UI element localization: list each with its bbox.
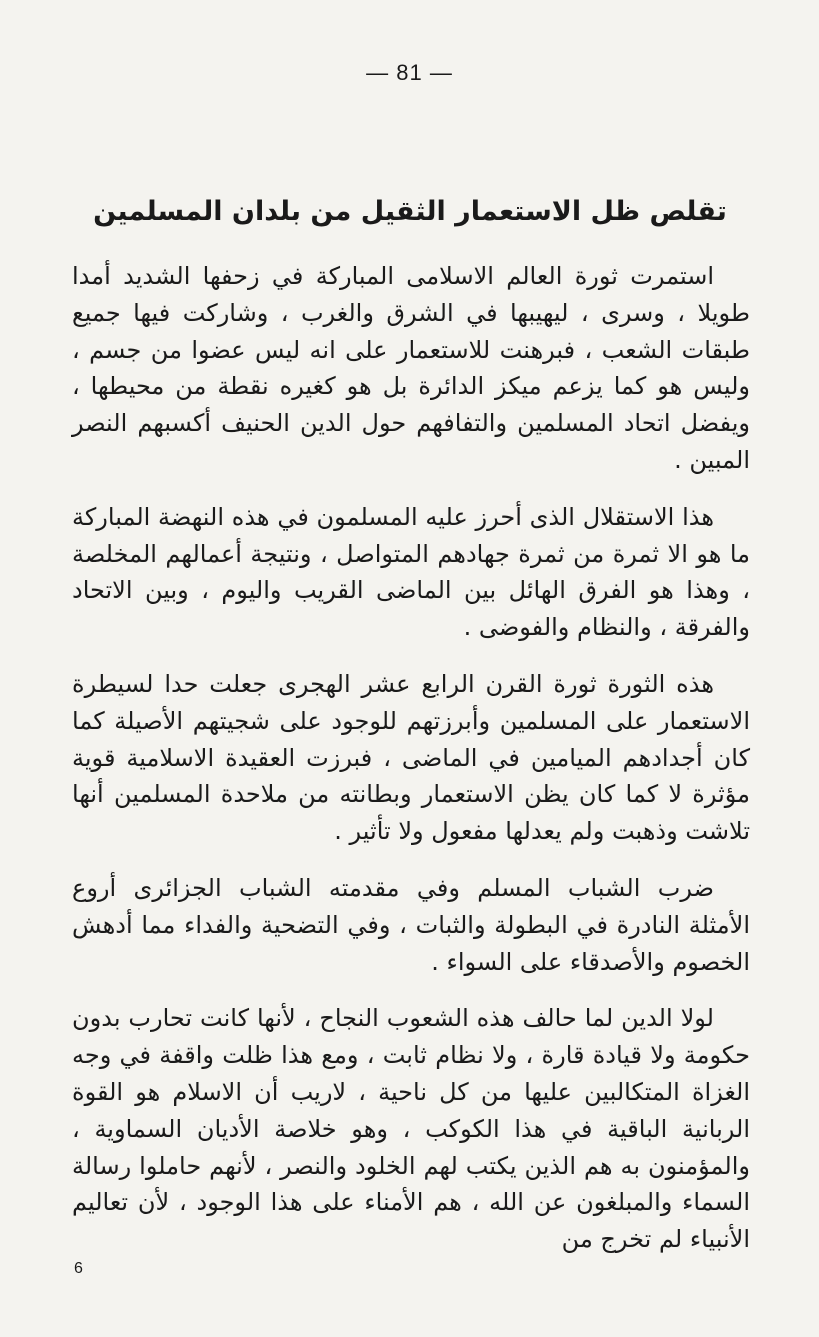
body-text bbox=[72, 258, 750, 1278]
signature-mark: 6 bbox=[74, 1260, 83, 1277]
page-number: — 81 — bbox=[366, 60, 453, 85]
paragraph: استمرت ثورة العالم الاسلامى المباركة في زحفها الشديد أمدا طويلا ، وسرى ، ليهيبها في الشرق والغرب ، وشاركت فيها جميع طبقات الشعب ، فبرهنت للاستعمار على انه ليس عضوا من جسم ، وليس هو كما يزعم ميكز الدائرة بل هو كغيره نقطة من محيطها ، ويفضل اتحاد المسلمين والتفافهم حول الدين الحنيف أكسبهم النصر المبين . bbox=[72, 262, 750, 474]
paragraph: هذا الاستقلال الذى أحرز عليه المسلمون في هذه النهضة المباركة ما هو الا ثمرة من ثمرة جهادهم المتواصل ، ونتيجة أعمالهم المخلصة ، وهذا هو الفرق الهائل بين الماضى القريب واليوم ، وبين الاتحاد والفرقة ، والنظام والفوضى . bbox=[72, 502, 750, 642]
section-title: تقلص ظل الاستعمار الثقيل من بلدان المسلمين bbox=[93, 196, 727, 227]
paragraph: لولا الدين لما حالف هذه الشعوب النجاح ، لأنها كانت تحارب بدون حكومة ولا قيادة قارة ، ولا نظام ثابت ، ومع هذا ظلت واقفة في وجه الغزاة المتكالبين عليها من كل ناحية ، لاريب أن الاسلام هو القوة الربانية الباقية في هذا الكوكب ، وهو خلاصة الأديان السماوية ، والمؤمنون به هم الذين يكتب لهم الخلود والنصر ، لأنهم حاملوا رسالة السماء والمبلغون عن الله ، هم الأمناء على هذا الوجود ، لأن تعاليم الأنبياء لم تخرج من bbox=[72, 1004, 750, 1254]
paragraph: هذه الثورة ثورة القرن الرابع عشر الهجرى جعلت حدا لسيطرة الاستعمار على المسلمين وأبرزتهم للوجود على شجيتهم الأصيلة كما كان أجدادهم الميامين في الماضى ، فبرزت العقيدة الاسلامية قوية مؤثرة لا كما كان يظن الاستعمار وبطانته من ملاحدة المسلمين أنها تلاشت وذهبت ولم يعدلها مفعول ولا تأثير . bbox=[72, 669, 750, 846]
paragraph: ضرب الشباب المسلم وفي مقدمته الشباب الجزائرى أروع الأمثلة النادرة في البطولة والثبات ، وفي التضحية والفداء مما أدهش الخصوم والأصدقاء على السواء . bbox=[72, 873, 750, 976]
